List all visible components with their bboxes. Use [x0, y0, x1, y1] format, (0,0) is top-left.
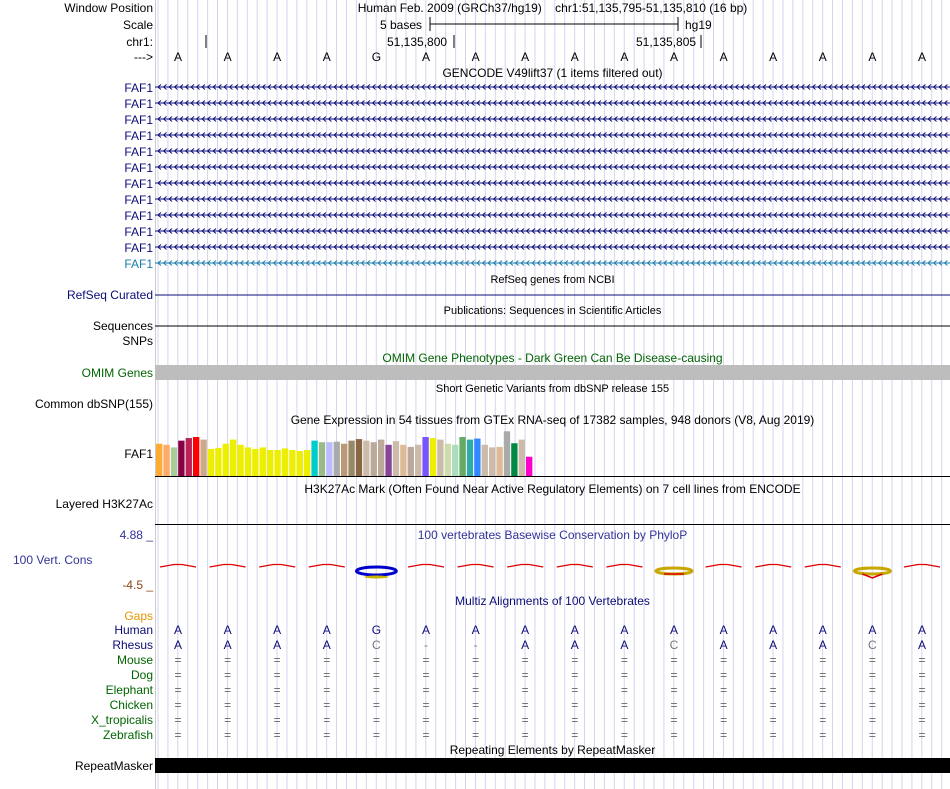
alignment-base: = [868, 683, 876, 697]
gencode-item-label[interactable]: FAF1 [124, 241, 153, 255]
assembly-title: Human Feb. 2009 (GRCh37/hg19) [357, 1, 542, 15]
alignment-base: A [818, 638, 827, 652]
gencode-item-label[interactable]: FAF1 [124, 177, 153, 191]
alignment-base: = [918, 683, 926, 697]
alignment-base: = [819, 713, 827, 727]
alignment-base: A [570, 623, 579, 637]
gtex-bar [304, 450, 310, 476]
alignment-base: C [868, 638, 877, 652]
gtex-bar [408, 447, 414, 476]
alignment-base: G [371, 623, 382, 637]
alignment-base: = [323, 713, 331, 727]
alignment-base: = [174, 728, 182, 742]
base-letter: A [322, 50, 331, 64]
h3k27ac-title: H3K27Ac Mark (Often Found Near Active Regulatory Elements) on 7 cell lines from ENCODE [304, 482, 801, 496]
base-letter: A [471, 50, 480, 64]
alignment-base: = [620, 713, 628, 727]
base-letter: A [173, 50, 182, 64]
alignment-base: = [769, 713, 777, 727]
alignment-base: = [571, 683, 579, 697]
alignment-base: A [273, 623, 282, 637]
gencode-item-label[interactable]: FAF1 [124, 257, 153, 271]
alignment-base: = [521, 683, 529, 697]
alignment-base: = [868, 728, 876, 742]
phylop-max-label: 4.88 _ [119, 528, 153, 542]
gtex-bar [519, 440, 525, 476]
alignment-base: A [769, 638, 778, 652]
gencode-item-label[interactable]: FAF1 [124, 161, 153, 175]
base-letter: A [223, 50, 232, 64]
coord-left: 51,135,800 [387, 35, 448, 49]
alignment-base: = [720, 668, 728, 682]
gtex-bar [156, 444, 162, 476]
gtex-bar [393, 441, 399, 476]
gtex-bar [415, 445, 421, 476]
gtex-bar [200, 440, 206, 476]
gtex-bar [297, 451, 303, 476]
gtex-bar [437, 440, 443, 476]
alignment-base: = [620, 668, 628, 682]
gtex-bar [378, 440, 384, 476]
gtex-bar [245, 447, 251, 476]
alignment-base: = [323, 728, 331, 742]
gtex-bar [237, 445, 243, 476]
alignment-base: = [720, 728, 728, 742]
alignment-base: C [669, 638, 679, 652]
alignment-base: = [521, 713, 529, 727]
alignment-base: A [818, 623, 827, 637]
alignment-base: = [521, 728, 529, 742]
alignment-base: = [422, 653, 430, 667]
base-letter: A [868, 50, 877, 64]
alignment-base: = [571, 728, 579, 742]
alignment-base: = [224, 683, 232, 697]
alignment-base: = [422, 668, 430, 682]
alignment-base: A [471, 623, 480, 637]
alignment-base: = [472, 728, 480, 742]
alignment-base: A [868, 623, 877, 637]
gtex-bar [171, 447, 177, 476]
alignment-base: = [670, 728, 678, 742]
base-letter: A [273, 50, 282, 64]
alignment-base: = [372, 728, 380, 742]
alignment-base: = [422, 728, 430, 742]
alignment-base: = [174, 713, 182, 727]
alignment-base: = [372, 683, 380, 697]
alignment-base: = [273, 698, 281, 712]
gencode-item-label[interactable]: FAF1 [124, 129, 153, 143]
pubs-title: Publications: Sequences in Scientific Articles [443, 305, 662, 317]
gencode-item-label[interactable]: FAF1 [124, 209, 153, 223]
scale-text: 5 bases [380, 18, 423, 32]
phylop-min-label: -4.5 _ [122, 578, 153, 592]
alignment-base: = [868, 698, 876, 712]
gencode-item-label[interactable]: FAF1 [124, 225, 153, 239]
multiz-title: Multiz Alignments of 100 Vertebrates [455, 594, 650, 608]
base-letter: A [521, 50, 530, 64]
alignment-base: = [819, 728, 827, 742]
alignment-base: A [421, 623, 430, 637]
alignment-base: = [819, 683, 827, 697]
gtex-bar [504, 431, 510, 476]
alignment-base: = [670, 698, 678, 712]
species-label-human[interactable]: Human [114, 623, 153, 637]
species-label-mouse[interactable]: Mouse [116, 653, 153, 667]
alignment-base: = [720, 683, 728, 697]
gencode-item-label[interactable]: FAF1 [124, 193, 153, 207]
gtex-bar [163, 445, 169, 476]
base-letter: G [371, 50, 382, 64]
alignment-base: = [422, 698, 430, 712]
scale-db: hg19 [685, 18, 712, 32]
alignment-base: = [769, 698, 777, 712]
track-image[interactable] [155, 0, 950, 789]
alignment-base: = [472, 698, 480, 712]
alignment-base: A [521, 638, 530, 652]
species-label-x_tropicalis[interactable]: X_tropicalis [90, 713, 153, 727]
alignment-base: = [323, 668, 331, 682]
alignment-base: = [372, 698, 380, 712]
alignment-base: = [323, 698, 331, 712]
alignment-base: A [917, 638, 926, 652]
alignment-base: = [918, 728, 926, 742]
gtex-bar [459, 437, 465, 476]
alignment-base: = [918, 698, 926, 712]
gtex-bar [178, 441, 184, 476]
alignment-base: = [769, 653, 777, 667]
strand-label: ---> [134, 50, 153, 64]
alignment-base: = [670, 668, 678, 682]
alignment-base: = [472, 668, 480, 682]
species-label-chicken[interactable]: Chicken [109, 698, 153, 712]
gtex-bar [186, 438, 192, 476]
alignment-base: A [322, 638, 331, 652]
alignment-base: = [472, 713, 480, 727]
gtex-bar [341, 444, 347, 476]
alignment-base: A [173, 638, 182, 652]
gtex-bar [260, 447, 266, 476]
gtex-bar [430, 438, 436, 476]
alignment-base: A [173, 623, 182, 637]
alignment-base: = [273, 683, 281, 697]
species-label-dog[interactable]: Dog [130, 668, 153, 682]
layered-h3k27ac-label[interactable]: Layered H3K27Ac [55, 497, 153, 511]
alignment-base: = [224, 713, 232, 727]
alignment-base: A [273, 638, 282, 652]
alignment-base: = [273, 653, 281, 667]
scale-label: Scale [122, 18, 153, 32]
alignment-base: = [521, 653, 529, 667]
alignment-base: A [719, 623, 728, 637]
omim-bar [155, 365, 950, 380]
gtex-bar [193, 437, 199, 476]
gtex-bar [422, 437, 428, 476]
alignment-base: = [472, 683, 480, 697]
alignment-base: = [174, 698, 182, 712]
alignment-base: = [571, 653, 579, 667]
base-letter: A [917, 50, 926, 64]
alignment-base: A [223, 638, 232, 652]
alignment-base: = [174, 653, 182, 667]
alignment-base: = [720, 698, 728, 712]
gtex-bar [326, 442, 332, 476]
header-title-row [155, 1, 950, 15]
alignment-base: = [323, 683, 331, 697]
alignment-base: = [769, 728, 777, 742]
species-label-rhesus[interactable]: Rhesus [112, 638, 153, 652]
sequences-label[interactable]: Sequences [92, 319, 153, 333]
alignment-base: = [174, 683, 182, 697]
gtex-bar [223, 444, 229, 476]
alignment-base: = [422, 713, 430, 727]
alignment-base: = [224, 728, 232, 742]
gencode-item-label[interactable]: FAF1 [124, 97, 153, 111]
species-label-zebrafish[interactable]: Zebrafish [102, 728, 153, 742]
coord-right: 51,135,805 [636, 35, 697, 49]
alignment-base: A [769, 623, 778, 637]
gtex-bar [445, 444, 451, 476]
alignment-base: = [372, 668, 380, 682]
snps-label[interactable]: SNPs [122, 334, 153, 348]
base-letter: A [769, 50, 778, 64]
alignment-base: A [719, 638, 728, 652]
gtex-bar [356, 439, 362, 476]
alignment-base: = [273, 713, 281, 727]
gtex-bar [319, 442, 325, 476]
gtex-gene-label[interactable]: FAF1 [124, 447, 153, 461]
alignment-base: = [422, 683, 430, 697]
alignment-base: A [917, 623, 926, 637]
gtex-title: Gene Expression in 54 tissues from GTEx RNA-seq of 17382 samples, 948 donors (V8, Aug 2019) [290, 413, 815, 427]
alignment-base: = [372, 713, 380, 727]
alignment-base: = [521, 698, 529, 712]
gtex-bar [267, 450, 273, 476]
omim-genes-label[interactable]: OMIM Genes [81, 366, 153, 380]
gtex-bar [348, 441, 354, 476]
alignment-base: A [620, 638, 629, 652]
repeatmasker-bar [155, 758, 950, 773]
alignment-base: = [174, 668, 182, 682]
alignment-base: = [720, 653, 728, 667]
alignment-base: = [224, 668, 232, 682]
gtex-bar [208, 449, 214, 476]
alignment-base: A [322, 623, 331, 637]
alignment-base: = [819, 653, 827, 667]
gtex-bar [252, 449, 258, 476]
alignment-base: = [472, 653, 480, 667]
gtex-bar [489, 447, 495, 476]
gtex-bar [467, 440, 473, 476]
alignment-base: = [670, 713, 678, 727]
refseq-curated-label[interactable]: RefSeq Curated [66, 288, 153, 302]
gtex-bar [496, 447, 502, 476]
base-letter: A [421, 50, 430, 64]
window-position-label: Window Position [64, 1, 153, 15]
base-letter: A [818, 50, 827, 64]
alignment-base: = [571, 713, 579, 727]
gtex-bar [371, 442, 377, 476]
gtex-bar [230, 440, 236, 476]
base-letter: A [620, 50, 629, 64]
alignment-base: A [521, 623, 530, 637]
gtex-bar [282, 448, 288, 476]
alignment-base: = [620, 653, 628, 667]
species-label-elephant[interactable]: Elephant [105, 683, 153, 697]
omim-title: OMIM Gene Phenotypes - Dark Green Can Be Disease-causing [382, 351, 723, 365]
gencode-item-label[interactable]: FAF1 [124, 145, 153, 159]
alignment-base: A [669, 623, 678, 637]
gtex-bar [474, 439, 480, 476]
alignment-base: = [224, 698, 232, 712]
gtex-bar [311, 441, 317, 476]
gtex-bar [452, 445, 458, 476]
alignment-base: - [473, 638, 478, 652]
alignment-base: = [868, 668, 876, 682]
repeatmasker-title: Repeating Elements by RepeatMasker [449, 743, 656, 757]
alignment-base: = [620, 728, 628, 742]
base-letter: A [570, 50, 579, 64]
gtex-bar [526, 457, 532, 476]
gtex-bar [274, 450, 280, 476]
alignment-base: = [571, 668, 579, 682]
gtex-bar [385, 445, 391, 476]
alignment-base: = [224, 653, 232, 667]
alignment-base: = [521, 668, 529, 682]
chrom-label: chr1: [126, 35, 153, 49]
gencode-title: GENCODE V49lift37 (1 items filtered out) [442, 66, 663, 80]
gtex-bar [334, 442, 340, 476]
alignment-base: - [424, 638, 428, 652]
alignment-base: = [620, 698, 628, 712]
alignment-base: = [273, 728, 281, 742]
alignment-base: = [918, 668, 926, 682]
gtex-bar [363, 441, 369, 476]
multiz-gaps-label[interactable]: Gaps [124, 609, 153, 623]
alignment-base: = [273, 668, 281, 682]
gtex-bar [215, 448, 221, 476]
alignment-base: = [868, 713, 876, 727]
gencode-item-label[interactable]: FAF1 [124, 113, 153, 127]
gtex-bar [289, 450, 295, 476]
alignment-base: = [670, 653, 678, 667]
repeatmasker-label[interactable]: RepeatMasker [74, 759, 153, 773]
gtex-bar [511, 443, 517, 476]
base-letter: A [719, 50, 728, 64]
alignment-base: A [620, 623, 629, 637]
phylop-g-logo-under [364, 576, 388, 579]
alignment-base: C [372, 638, 381, 652]
alignment-base: = [918, 653, 926, 667]
common-dbsnp-label[interactable]: Common dbSNP(155) [34, 397, 153, 411]
gtex-bar [400, 445, 406, 476]
dbsnp-title: Short Genetic Variants from dbSNP release 155 [435, 383, 670, 395]
alignment-base: = [819, 698, 827, 712]
alignment-base: = [769, 683, 777, 697]
alignment-base: = [819, 668, 827, 682]
alignment-base: = [323, 653, 331, 667]
phylop-track-label[interactable]: 100 Vert. Cons [13, 553, 93, 567]
base-letter: A [669, 50, 678, 64]
gtex-bar [482, 445, 488, 476]
position-text: chr1:51,135,795-51,135,810 (16 bp) [555, 1, 748, 15]
alignment-base: = [571, 698, 579, 712]
alignment-base: = [620, 683, 628, 697]
alignment-base: = [670, 683, 678, 697]
gencode-item-label[interactable]: FAF1 [124, 81, 153, 95]
alignment-base: = [868, 653, 876, 667]
phylop-title: 100 vertebrates Basewise Conservation by PhyloP [417, 528, 688, 542]
alignment-base: = [720, 713, 728, 727]
refseq-title: RefSeq genes from NCBI [490, 274, 615, 286]
alignment-base: A [570, 638, 579, 652]
alignment-base: = [769, 668, 777, 682]
alignment-base: = [372, 653, 380, 667]
alignment-base: = [918, 713, 926, 727]
alignment-base: A [223, 623, 232, 637]
